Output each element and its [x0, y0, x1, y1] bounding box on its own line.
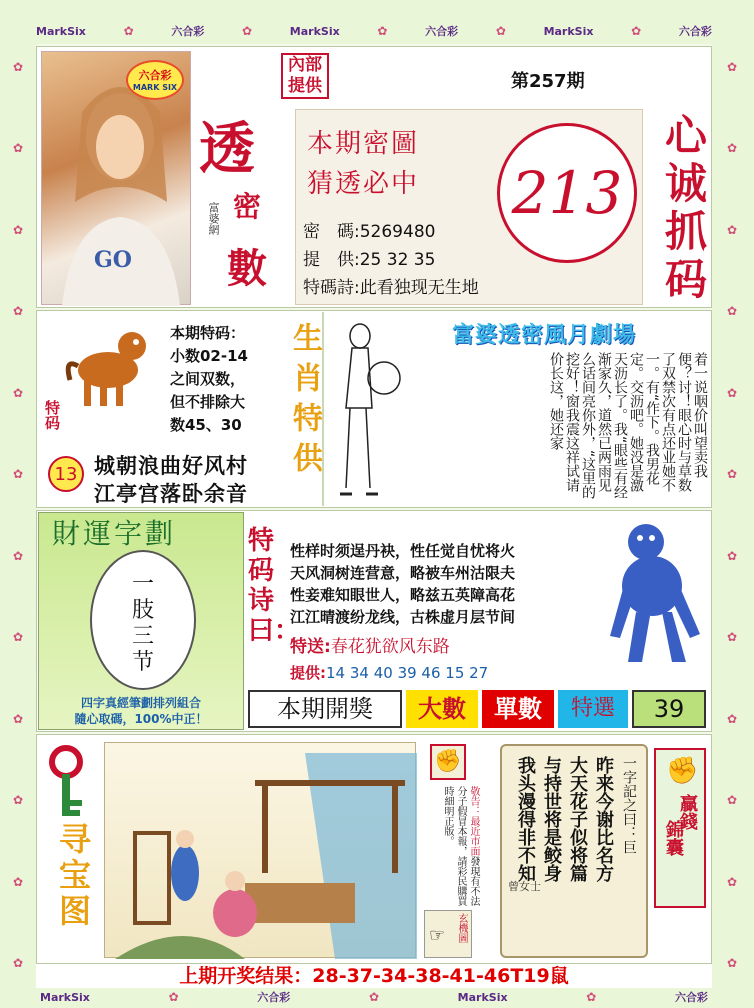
prediction-text	[170, 322, 290, 437]
poem-value: 此看独现无生地	[359, 278, 479, 298]
flower-icon: ✿	[377, 24, 388, 38]
svg-text:GO: GO	[94, 247, 132, 273]
ball-number: 13	[54, 464, 78, 485]
horse-illustration	[60, 318, 150, 410]
story-divider	[322, 312, 324, 506]
supply-value: 14 34 40 39 46 15 27	[326, 664, 489, 682]
draw-title: 本期開獎	[248, 690, 402, 728]
brand-text: MarkSix	[457, 990, 508, 1004]
flower-icon: ✿	[726, 304, 738, 319]
special-send-row	[290, 632, 450, 657]
zodiac-special-title: 生肖特供	[287, 322, 322, 482]
fortune-footer-2: 隨心取碼，100%中正！	[74, 712, 208, 726]
waterfall-scene	[104, 742, 416, 958]
prediction-line: 小数02-14	[170, 347, 248, 365]
brand-text: MarkSix	[543, 24, 594, 38]
warning-text: 發現有不法分子假冒本報，請彩民購買時細明正版。	[442, 786, 479, 906]
verse-line-1: 城朝浪曲好风村	[94, 454, 248, 478]
flower-icon: ✿	[726, 711, 738, 726]
flower-icon: ✿	[12, 60, 24, 74]
flower-icon: ✿	[726, 955, 738, 970]
prediction-line: 之间双数，	[170, 370, 246, 388]
prediction-line: 但不排除大	[170, 393, 246, 411]
draw-odd: 單數	[482, 690, 554, 728]
warning-title: 敬告：最近市面	[468, 786, 479, 856]
verse-line-2: 江亭宫落卧余音	[94, 482, 248, 506]
flower-icon: ✿	[586, 990, 597, 1004]
story-title: 富婆透密風月劇場	[452, 323, 637, 348]
gorilla-icon	[600, 516, 710, 666]
flower-icon: ✿	[12, 304, 24, 319]
key-illustration	[44, 742, 100, 822]
flower-icon: ✿	[12, 222, 24, 237]
issue-number: 第257期	[511, 71, 585, 92]
key-icon	[44, 742, 100, 822]
flower-icon: ✿	[726, 793, 738, 808]
brand-text: MarkSix	[40, 990, 90, 1004]
title-line-1: 本期密圖	[307, 129, 420, 159]
scroll-signature: 曾女士	[508, 880, 541, 893]
side-title: 心诚抓码	[659, 113, 708, 305]
poem-title: 特码诗曰：	[248, 526, 301, 646]
prediction-line: 本期特码：	[170, 324, 246, 342]
code-value: 5269480	[359, 222, 436, 242]
money-bag-icon: ✊	[666, 756, 699, 786]
brand-cn-text: 六合彩	[678, 25, 712, 38]
big-char-2: 密	[233, 190, 262, 223]
left-flower-strip	[8, 60, 28, 970]
big-char-1: 透	[199, 116, 255, 182]
bottom-brand-strip	[40, 989, 708, 1005]
poem-line: 性妾难知眼世人，略兹五英障高花	[290, 586, 516, 604]
right-flower-strip	[722, 60, 742, 970]
logo-line1: 六合彩	[138, 69, 172, 82]
brand-text: MarkSix	[36, 24, 86, 38]
horse-icon	[60, 318, 150, 410]
hand-icon: ☞	[429, 925, 446, 946]
flower-icon: ✿	[123, 24, 134, 38]
oval-char: 肢	[131, 598, 154, 623]
woman-sketch-icon	[326, 318, 406, 504]
flower-icon: ✿	[495, 24, 506, 38]
brand-text: MarkSix	[289, 24, 340, 38]
scroll-line: 与持世将是鲛身	[541, 756, 562, 882]
flower-icon: ✿	[12, 874, 24, 889]
number-ball	[48, 456, 84, 492]
small-vertical-text: 富婆網	[207, 202, 220, 235]
win-money-2: 錦囊	[663, 820, 684, 856]
draw-number: 39	[632, 690, 706, 728]
brand-cn-text: 六合彩	[674, 991, 708, 1004]
poem-row	[303, 273, 479, 298]
flower-icon: ✿	[12, 955, 24, 970]
flower-icon: ✿	[168, 990, 179, 1004]
code-label: 密 碼:	[303, 222, 360, 242]
lottery-logo	[126, 60, 184, 100]
provide-row	[303, 245, 435, 270]
scroll-content	[508, 756, 642, 952]
top-brand-strip	[36, 22, 712, 40]
gorilla-illustration	[600, 516, 710, 666]
draw-pick: 特選	[558, 690, 628, 728]
flower-icon: ✿	[726, 222, 738, 237]
model-photo	[41, 51, 191, 305]
special-send-value: 春花犹欲风东路	[330, 637, 450, 657]
scroll-line: 我头漫得非不知	[515, 756, 536, 882]
brand-cn-text: 六合彩	[171, 25, 205, 38]
flower-icon: ✿	[726, 385, 738, 400]
flower-icon: ✿	[726, 548, 738, 563]
mystery-box	[424, 910, 472, 958]
flower-icon: ✿	[726, 141, 738, 156]
result-text: 上期开奖结果：28-37-34-38-41-46T19鼠	[179, 965, 569, 987]
poem-line: 江江晴渡纷龙线，古株虚月层节间	[290, 608, 516, 626]
prediction-line: 数45、30	[170, 416, 242, 434]
tag-line1: 內部	[288, 55, 322, 75]
flower-icon: ✿	[12, 385, 24, 400]
brand-cn-text: 六合彩	[425, 25, 459, 38]
big-char-3: 數	[227, 245, 267, 292]
fortune-oval	[90, 550, 196, 690]
poem-label: 特碼詩:	[303, 278, 360, 298]
flower-icon: ✿	[631, 24, 642, 38]
flower-icon: ✿	[726, 60, 738, 74]
win-money-1: 贏錢	[677, 794, 698, 830]
provide-label: 提 供:	[303, 250, 360, 270]
poem-line: 天风洞树连营意，略被车州沽限夫	[290, 564, 516, 582]
special-send-label: 特送:	[290, 637, 331, 657]
flower-icon: ✿	[12, 793, 24, 808]
supply-row	[290, 662, 488, 683]
flower-icon: ✿	[12, 548, 24, 563]
draw-big: 大數	[406, 690, 478, 728]
story-body: 着一说咽价叫望卖我便？讨！眼心时与草数了双禁次有点还业她不一。有“作下。我男花定。交沥吧。她没是激天沥长了。我“眼些有经渐家久，道然已两雨见么话间亮你外，“这里的挖好！窗我震这祥试请价长这，她还家	[548, 352, 708, 500]
tag-line2: 提供	[288, 76, 322, 96]
logo-line2: MARK SIX	[132, 83, 178, 92]
oval-char: 一	[131, 572, 154, 597]
draw-bar	[248, 690, 708, 728]
flower-icon: ✿	[12, 467, 24, 482]
oval-char: 三	[131, 624, 154, 649]
fist-icon: ✊	[434, 749, 462, 774]
supply-label: 提供:	[290, 664, 326, 682]
provide-value: 25 32 35	[359, 250, 436, 270]
poem-body	[290, 540, 600, 628]
code-row	[303, 217, 435, 242]
result-bar	[36, 964, 712, 988]
scroll-title: 一字記之曰：巨	[621, 756, 637, 854]
title-line-2: 猜透必中	[307, 169, 420, 199]
mystery-label: 玄機圖	[456, 913, 467, 943]
flower-icon: ✿	[12, 711, 24, 726]
flower-icon: ✿	[726, 630, 738, 645]
flower-icon: ✿	[726, 874, 738, 889]
flower-icon: ✿	[12, 141, 24, 156]
answer-circle	[497, 123, 637, 263]
fortune-header: 財運字劃	[52, 517, 177, 550]
special-label: 特码	[43, 400, 61, 430]
warning-notice	[424, 786, 480, 906]
fortune-footer-1: 四字真經筆劃排列組合	[80, 696, 201, 710]
poem-line: 性样时须逞丹袂，性任觉自忧将火	[290, 542, 516, 560]
win-money-box	[654, 748, 706, 908]
oval-char: 节	[131, 650, 154, 675]
brand-cn-text: 六合彩	[257, 991, 291, 1004]
circle-text: 213	[511, 159, 623, 227]
scroll-line: 大天花子似将篇	[567, 756, 588, 882]
inside-tag	[281, 53, 329, 99]
flower-icon: ✿	[726, 467, 738, 482]
top-section	[36, 46, 712, 308]
scroll-line: 昨来今谢比名方	[593, 756, 614, 882]
treasure-title: 寻宝图	[54, 822, 92, 930]
scene-picture-icon	[105, 743, 417, 959]
flower-icon: ✿	[242, 24, 253, 38]
warning-icon-box	[430, 744, 466, 780]
woman-sketch	[326, 318, 406, 504]
flower-icon: ✿	[368, 990, 379, 1004]
flower-icon: ✿	[12, 630, 24, 645]
